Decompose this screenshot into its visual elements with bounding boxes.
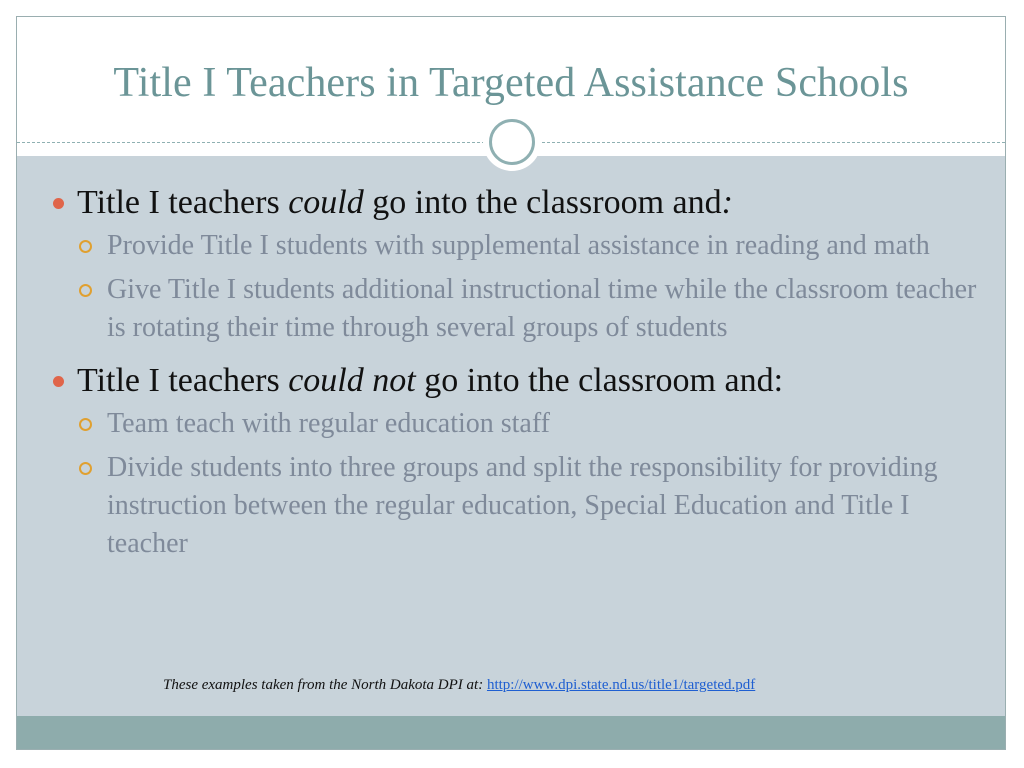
slide-title: Title I Teachers in Targeted Assistance Schools <box>113 60 909 106</box>
sub-bullet-item-2-2 <box>51 449 981 563</box>
bullet-text-emphasis: could not <box>288 362 416 399</box>
bullet-text-post-emphasis: : <box>721 184 733 221</box>
bullet-text-pre: Title I teachers <box>77 184 289 221</box>
bullet-text-post: go into the classroom and <box>363 184 722 221</box>
sub-bullet-item-1-1 <box>51 227 981 265</box>
sub-bullet-text: Team teach with regular education staff <box>107 408 550 439</box>
bullet-item-2 <box>51 361 981 401</box>
bullet-text-emphasis: could <box>288 184 364 221</box>
sub-bullet-text: Divide students into three groups and split the responsibility for providing instruction between the regular education, Special Education and Title I teacher <box>107 452 938 559</box>
hollow-circle-bullet-icon <box>79 462 92 475</box>
hollow-circle-bullet-icon <box>79 284 92 297</box>
sub-bullet-item-2-1 <box>51 405 981 443</box>
hollow-circle-bullet-icon <box>79 418 92 431</box>
bullet-item-1 <box>51 183 981 223</box>
source-note-text: These examples taken from the North Dakota DPI at: <box>163 677 487 693</box>
ring-icon <box>489 119 535 165</box>
sub-bullet-text: Give Title I students additional instructional time while the classroom teacher is rotating their time through several groups of students <box>107 274 977 343</box>
sub-bullet-text: Provide Title I students with supplemental assistance in reading and math <box>107 230 930 261</box>
slide <box>16 16 1006 750</box>
bullet-text-post: go into the classroom and: <box>415 362 784 399</box>
bullet-text-pre: Title I teachers <box>77 362 289 399</box>
source-note <box>163 677 755 694</box>
filled-circle-bullet-icon <box>53 198 64 209</box>
footer-band <box>17 716 1005 750</box>
bullet-list <box>51 183 981 569</box>
filled-circle-bullet-icon <box>53 376 64 387</box>
source-link[interactable]: http://www.dpi.state.nd.us/title1/targeted.pdf <box>486 677 756 693</box>
sub-bullet-item-1-2 <box>51 271 981 347</box>
hollow-circle-bullet-icon <box>79 240 92 253</box>
